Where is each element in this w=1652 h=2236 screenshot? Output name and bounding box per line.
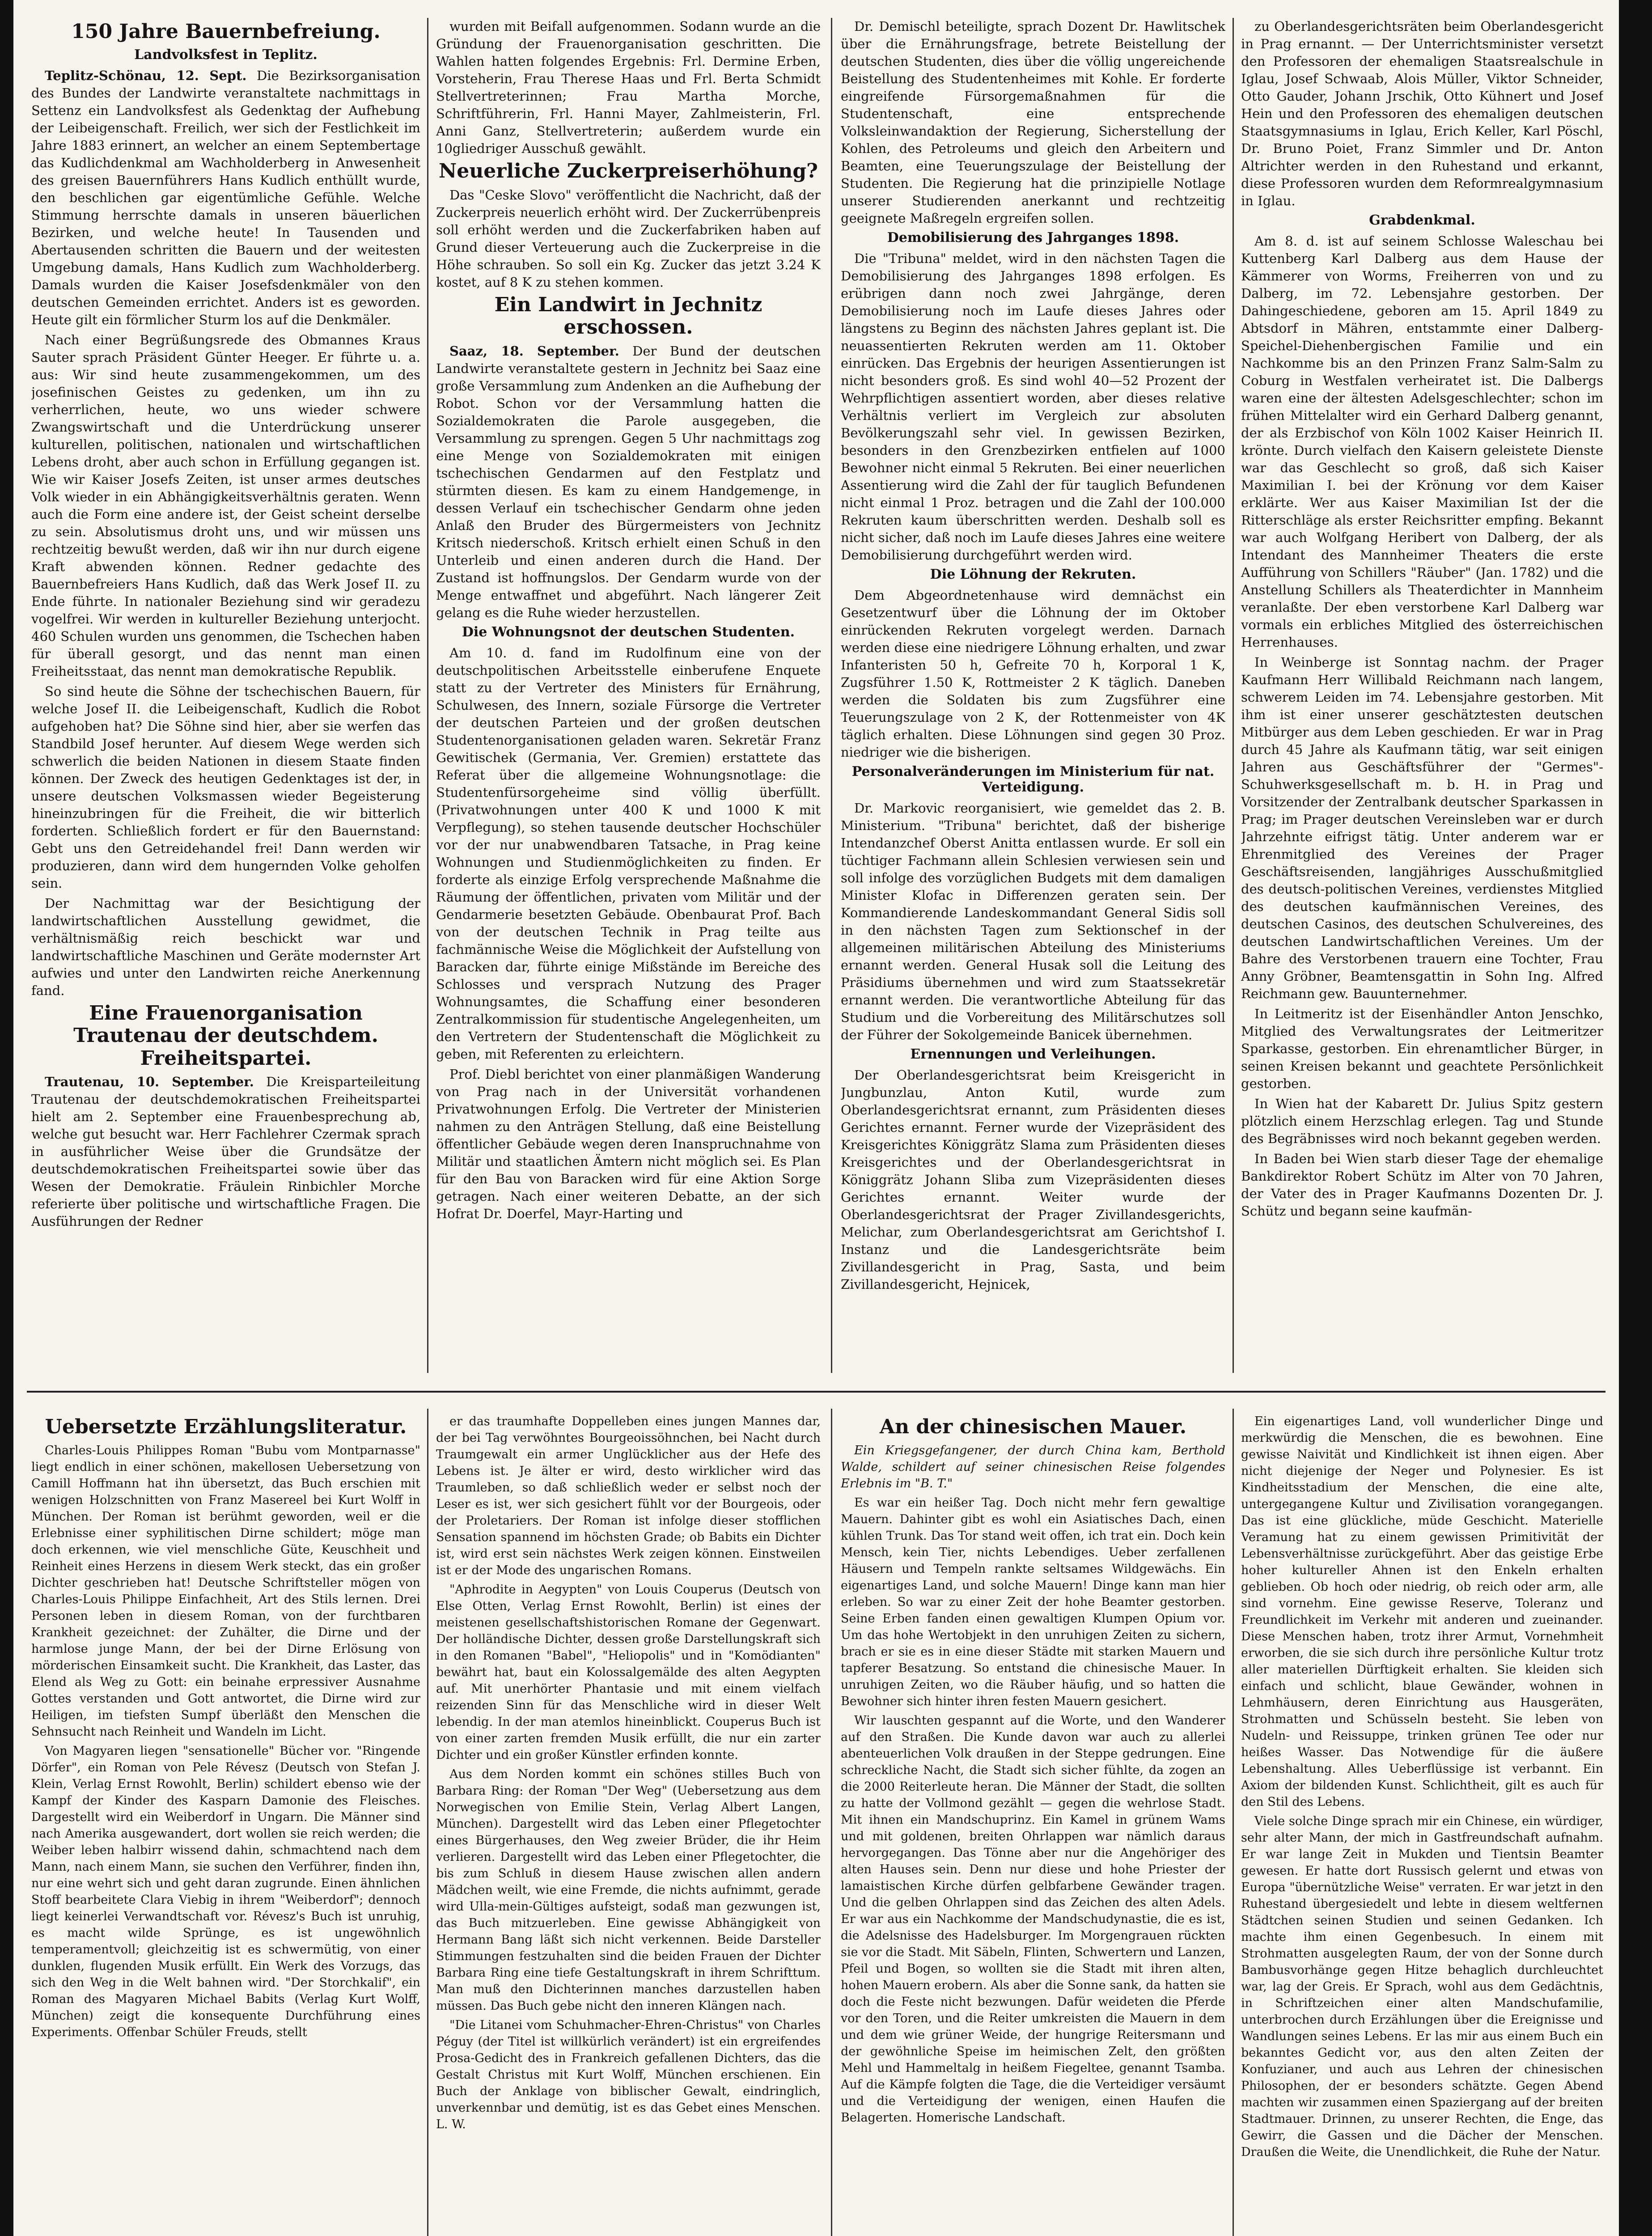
paragraph-text: In Wien hat der Kabarett Dr. Julius Spitz gestern plötzlich einem Herzschlag erlegen. Tag und Stunde des Begräbnisses wird noch bekannt gegeben werden. — [1241, 1096, 1603, 1146]
dateline: Teplitz-Schönau, 12. Sept. — [45, 68, 247, 83]
column-rule — [1233, 18, 1234, 1373]
subhead-landvolksfest: Landvolksfest in Teplitz. — [134, 47, 318, 63]
column-3 — [841, 18, 1225, 1373]
article-intro: Ein Kriegsgefangener, der durch China kam, Berthold Walde, schildert auf seiner chinesischen Reise folgendes Erlebnis im "B. T." — [841, 1443, 1225, 1491]
article-paragraph — [436, 343, 821, 622]
subhead-loehnung: Die Löhnung der Rekruten. — [930, 567, 1136, 582]
paragraph-text: "Die Litanei vom Schuhmacher-Ehren-Christus" von Charles Péguy (der Titel ist willkürlich verändert) ist ein ergreifendes Prosa-Gedicht des in Frankreich gefallenen Dichters, das die Gestalt Christus mit Kurt Wolff, München erschienen. Ein Buch der Anklage von biblischer Gewalt, eindringlich, unverkennbar und demütig, ist es das Gebet eines Menschen. L. W. — [436, 2018, 821, 2131]
subhead-ernennungen: Ernennungen und Verleihungen. — [910, 1046, 1156, 1062]
subhead-grabdenkmal: Grabdenkmal. — [1369, 212, 1475, 228]
headline-frauenorganisation: Eine Frauenorganisation Trautenau der deutschdem. Freiheitspartei. — [73, 1001, 378, 1070]
paragraph-text: Dr. Markovic reorganisiert, wie gemeldet das 2. B. Ministerium. "Tribuna" berichtet, daß der bisherige Intendanzchef Oberst Anitta entlassen wurde. Er soll ein tüchtiger Fachmann allein Schlesien verwiesen sein und soll infolge des vorzüglichen Budgets mit dem damaligen Minister Klofac in Differenzen geraten sein. Der Kommandierende Landeskommandant General Sidis soll in den nächsten Tagen zum Sektionschef in der allgemeinen militärischen Abteilung des Ministeriums ernannt werden. General Husak soll die Leitung des Präsidiums übernehmen und wird zum Staatssekretär ernannt werden. Die verantwortliche Abteilung für das Studium und die Vorbereitung des Militärschutzes soll der Führer der Sokolgemeinde Banicek übernehmen. — [841, 800, 1225, 1042]
feuilleton-column-2 — [436, 1413, 821, 2236]
paragraph-text: Am 8. d. ist auf seinem Schlosse Waleschau bei Kuttenberg Karl Dalberg aus dem Hause der Kämmerer von Worms, Freiherren von und zu Dalberg, im 72. Lebensjahre gestorben. Der Dahingeschiedene, geboren am 15. April 1849 zu Abtsdorf in Mähren, entstammte einer Dalberg-Speichel-Diehenbergischen Familie und ein Nachkomme bis an den Prinzen Franz Salm-Salm zu Coburg in Westfalen verheiratet ist. Die Dalbergs waren eine der ältesten Adelsgeschlechter; schon im frühen Mittelalter wird ein Gerhard Dalberg genannt, der als Erzbischof von Köln 1002 Kaiser Heinrich II. krönte. Durch vielfach den Kaisern geleistete Dienste war das Geschlecht so groß, daß sich Kaiser Maximilian I. bei der Krönung vor dem Kaiser erklärte. Wer aus Kaiser Maximilian Ist der die Ritterschläge als erster Reichsritter empfing. Bekannt war auch Wolfgang Heribert von Dalberg, der als Intendant des Mannheimer Theaters die erste Aufführung von Schillers "Räuber" (Jan. 1782) und die Anstellung Schillers als Theaterdichter in Mannheim veranlaßte. Der eben verstorbene Karl Dalberg war vormals ein erbliches Mitglied des österreichischen Herrenhauses. — [1241, 233, 1603, 650]
column-rule — [831, 1409, 832, 2236]
paragraph-text: Die Kreisparteileitung Trautenau der deutschdemokratischen Freiheitspartei hielt am 2. September eine Frauenbesprechung ab, welche gut besucht war. Herr Fachlehrer Czermak sprach in ausführlicher Weise über die Grundsätze der deutschdemokratischen Freiheitspartei sowie über das Wesen der Demokratie. Fräulein Rinbichler Morche referierte über politische und wirtschaftliche Fragen. Die Ausführungen der Redner — [31, 1074, 420, 1229]
paragraph-text: Aus dem Norden kommt ein schönes stilles Buch von Barbara Ring: der Roman "Der Weg" (Uebersetzung aus dem Norwegischen von Emilie Stein, Verlag Albert Langen, München). Dargestellt wird das Leben einer Pflegetochter eines Bürgerhauses, den Weg zweier Brüder, die ihr Heim verlieren. Dargestellt wird das Leben einer Pflegetochter, die bis zum Schluß in diesem Hause zwischen allen andern Mädchen weilt, wie eine Fremde, die nichts aufnimmt, gerade wird Ulla-mein-Gültiges aufsteigt, sodaß man gezwungen ist, das Buch mitzuerleben. Eine gewisse Abhängigkeit von Hermann Bang läßt sich nicht verkennen. Beide Darsteller Stimmungen festzuhalten sind die beiden Frauen der Dichter Barbara Ring eine tiefe Gestaltungskraft in ihrem Schrifttum. Man muß den Dichterinnen manches darzustellen haben müssen. Das Buch gebe nicht den inneren Klängen nach. — [436, 1767, 821, 2013]
column-rule — [831, 18, 832, 1373]
paragraph-text: zu Oberlandesgerichtsräten beim Oberlandesgericht in Prag ernannt. — Der Unterrichtsminister versetzt den Professoren der ehemaligen Staatsrealschule in Iglau, Josef Schwaab, Alois Müller, Viktor Schneider, Otto Gauder, Johann Jrschik, Otto Kühnert und Josef Hein und den Professoren des ehemaligen deutschen Staatsgymnasiums in Iglau, Erich Keller, Karl Pöschl, Dr. Bruno Poiet, Franz Simmler und Dr. Anton Altrichter werden in den Ruhestand und erkannt, diese Professoren wurden dem Reformrealgymnasium in Iglau. — [1241, 19, 1603, 208]
feuilleton-column-4 — [1241, 1413, 1603, 2236]
paragraph-text: "Aphrodite in Aegypten" von Louis Couperus (Deutsch von Else Otten, Verlag Ernst Rowohlt, Berlin) ist eines der meistenen gesellschaftshistorischen Romane der Gegenwart. Der holländische Dichter, dessen große Darstellungskraft sich in den Romanen "Babel", "Heliopolis" und in "Komödianten" bewährt hat, baut ein Kolossalgemälde des alten Aegypten auf. Mit unerhörter Phantasie und mit einem vielfach reizenden Sinn für das Menschliche wird in dieser Welt lebendig. In der man atemlos hineinblickt. Couperus Buch ist von einer zarten fremden Musik erfüllt, die nur ein zarter Dichter und ein großer Künstler erfinden konnte. — [436, 1583, 821, 1762]
headline-bauernbefreiung: 150 Jahre Bauernbefreiung. — [71, 20, 381, 43]
subhead-personalveraenderungen: Personalveränderungen im Ministerium für nat. Verteidigung. — [851, 764, 1215, 795]
dateline: Saaz, 18. September. — [449, 343, 619, 359]
headline-zuckerpreis: Neuerliche Zuckerpreiserhöhung? — [439, 160, 818, 182]
column-2 — [436, 18, 821, 1373]
headline-chinesische-mauer: An der chinesischen Mauer. — [879, 1415, 1187, 1438]
paragraph-text: Der Nachmittag war der Besichtigung der landwirtschaftlichen Ausstellung gewidmet, die verhältnismäßig reich beschickt war und landwirtschaftliche Maschinen und Geräte modernster Art aufwies und unter den Landwirten reiche Anerkennung fand. — [31, 895, 420, 998]
paragraph-text: Am 10. d. fand im Rudolfinum eine von der deutschpolitischen Arbeitsstelle einberufene Enquete statt zu der Vertreter des Ministers für Ernährung, Schulwesen, des Innern, soziale Fürsorge die Vertreter der deutschen Parteien und der großen deutschen Studentenorganisationen geladen waren. Sekretär Franz Gewitischek (Germania, Ver. Gremien) erstattete das Referat über die allgemeine Wohnungsnotlage: die Studentenfürsorgeheime sind völlig überfüllt. (Privatwohnungen unter 400 K und 1000 K mit Verpflegung), so stehen tausende deutscher Hochschüler vor der nur unabwendbaren Tatsache, in Prag keine Wohnungen und Studienmöglichkeiten zu finden. Er forderte als einzige Erfolg versprechende Maßnahme die Räumung der öffentlichen, privaten vom Militär und der Gendarmerie besetzten Gebäude. Obenbaurat Prof. Bach von der deutschen Technik in Prag teilte aus fachmännische Weise die Möglichkeit der Aufstellung von Baracken dar, führte einige Mißstände im Bereiche des Schlosses und versprach Nutzung des Prager Wohnungsamtes, die Schaffung einer besonderen Zentralkommission für studentische Angelegenheiten, um den Vertretern der Studentenschaft die Möglichkeit zu geben, mit Referenten zu erleichtern. — [436, 645, 821, 1062]
paragraph-text: In Leitmeritz ist der Eisenhändler Anton Jenschko, Mitglied des Verwaltungsrates der Leitmeritzer Sparkasse, gestorben. Ein ehrenamtlicher Bürger, in seinen Kreisen bekannt und geachtete Persönlichkeit gestorben. — [1241, 1006, 1603, 1091]
section-divider — [27, 1391, 1605, 1393]
column-rule — [1233, 1409, 1234, 2236]
headline-landwirt-erschossen: Ein Landwirt in Jechnitz erschossen. — [494, 293, 762, 339]
column-rule — [427, 1409, 428, 2236]
subhead-demobilisierung: Demobilisierung des Jahrganges 1898. — [887, 230, 1179, 246]
paragraph-text: Der Bund der deutschen Landwirte veranstaltete gestern in Jechnitz bei Saaz eine große Versammlung zum Andenken an die Aufhebung der Robot. Schon vor der Versammlung hatten die Sozialdemokraten die Parole ausgegeben, die Versammlung zu sprengen. Gegen 5 Uhr nachmittags zog eine Menge von Sozialdemokraten mit einigen tschechischen Gendarmen auf den Festplatz und stürmten diesen. Es kam zu einem Handgemenge, in dessen Verlauf ein tschechischer Gendarm ohne jeden Anlaß den Bruder des Bürgermeisters von Jechnitz Kritsch niederschoß. Kritsch erhielt einen Schuß in den Unterleib und einen anderen durch die Hand. Der Zustand ist hoffnungslos. Der Gendarm wurde von der Menge entwaffnet und abgeführt. Nach längerer Zeit gelang es die Ruhe wieder herzustellen. — [436, 343, 821, 620]
paragraph-text: Charles-Louis Philippes Roman "Bubu vom Montparnasse" liegt endlich in einer schönen, makellosen Uebersetzung von Camill Hoffmann hat ihn übersetzt, das Buch erschien mit wenigen Holzschnitten von Franz Masereel bei Kurt Wolff in München. Der Roman ist berühmt geworden, weil er die Erlebnisse einer syphilitischen Dirne schildert; möge man doch erkennen, wie viel menschliche Güte, Keuschheit und Reinheit eines Herzens in diesem Werk steckt, das ein großer Dichter geschrieben hat! Deutsche Schriftsteller mögen von Charles-Louis Philippe Einfachheit, Art des Stils lernen. Drei Personen leben in diesem Roman, von der furchtbaren Krankheit gezeichnet: der Zuhälter, die Dirne und der harmlose junge Mann, der bei der Dirne Erlösung von mörderischen Einsamkeit sucht. Die Krankheit, das Laster, das Elend als Weg zu Gott: ein beinahe erpressiver Ausnahme Gottes verstanden und Gott antwortet, die Dirne wird zur Heiligen, im tiefsten Sumpf überläßt den Menschen die Sehnsucht nach Reinheit und Wandeln im Licht. — [31, 1443, 420, 1739]
article-paragraph — [31, 67, 420, 329]
feuilleton-column-3 — [841, 1413, 1225, 2236]
paragraph-text: Dem Abgeordnetenhause wird demnächst ein Gesetzentwurf über die Löhnung der im Oktober einrückenden Rekruten vorgelegt werden. Darnach werden diese eine niedrigere Löhnung erhalten, und zwar Infanteristen 50 h, Gefreite 70 h, Korporal 1 K, Zugsführer 1.50 K, Rottmeister 2 K täglich. Daneben werden die Soldaten bis zum Zugsführer eine Teuerungszulage von 2 K, der Rottenmeister von 4K täglich erhalten. Diese Löhnungen sind gegen 30 Proz. niedriger wie die bisherigen. — [841, 588, 1225, 760]
paragraph-text: So sind heute die Söhne der tschechischen Bauern, für welche Josef II. die Leibeigenschaft, Kudlich die Robot aufgehoben hat? Die Söhne sind hier, aber sie werfen das Standbild Josef herunter. Auf diesem Wege werden sich schwerlich die beiden Nationen in diesem Staate finden können. Der Zweck des heutigen Gedenktages ist der, in unsere deutschen Volksmassen wieder Begeisterung hineinzubringen für die Freiheit, die wir bitterlich forderten. Schließlich fordert er für den Bauernstand: Gebt uns den Getreidehandel frei! Dann werden wir produzieren, dann wird dem hungernden Volke geholfen sein. — [31, 683, 420, 891]
subhead-wohnungsnot: Die Wohnungsnot der deutschen Studenten. — [462, 624, 795, 640]
headline-erzaehlungsliteratur: Uebersetzte Erzählungsliteratur. — [45, 1415, 407, 1438]
column-4 — [1241, 18, 1603, 1373]
paragraph-text: In Weinberge ist Sonntag nachm. der Prager Kaufmann Herr Willibald Reichmann nach langem, schwerem Leiden im 74. Lebensjahre gestorben. Mit ihm ist einer unserer geschätztesten deutschen Mitbürger aus dem Leben geschieden. Er war in Prag durch 45 Jahre als Kaufmann tätig, war seit einigen Jahren aus Geschäftsführer der "Germes"-Schuhwerksgesellschaft m. b. H. in Prag und Vorsitzender der Zentralbank deutscher Sparkassen in Prag; im Prager deutschen Vereinsleben war er durch Jahrzehnte eifrigst tätig. Unter anderem war er Ehrenmitglied des Vereines der Prager Geschäftsreisenden, langjähriges Ausschußmitglied des deutsch-politischen Vereines, verdienstes Mitglied des deutschen kaufmännischen Vereines, des deutschen Casinos, des deutschen Schulvereines, des deutschen Landwirtschaftlichen Vereines. Um der Bahre des Verstorbenen trauern eine Tochter, Frau Anny Gröbner, Beamtensgattin in Sohn Ing. Alfred Reichmann gew. Bauunternehmer. — [1241, 655, 1603, 1001]
column-rule — [427, 18, 428, 1373]
paragraph-text: Es war ein heißer Tag. Doch nicht mehr fern gewaltige Mauern. Dahinter gibt es wohl ein Asiatisches Dach, einen kühlen Trunk. Das Tor stand weit offen, ich trat ein. Doch kein Mensch, kein Tier, nichts Lebendiges. Ueber zerfallenen Häusern und Tempeln rankte seltsames Wildgewächs. Ein eigenartiges Land, und solche Mauern! Dinge kann man hier erleben. So war zu einer Zeit der hohe Beamter gestorben. Seine Erben fanden einen gewaltigen Klumpen Opium vor. Um das hohe Wertobjekt in den unruhigen Zeiten zu sichern, brach er sie es in eine dieser Städte mit starken Mauern und tapferer Besatzung. So entstand die chinesische Mauer. In unruhigen Zeiten, wo die Räuber häufig, und so hatten die Bewohner sich hinter ihren festen Mauern gesichert. — [841, 1495, 1225, 1708]
article-paragraph — [31, 1073, 420, 1230]
paragraph-text: Die "Tribuna" meldet, wird in den nächsten Tagen die Demobilisierung des Jahrganges 1898 erfolgen. Es erübrigen dann noch zwei Jahrgänge, deren Demobilisierung noch im Laufe dieses Jahres oder längstens zu Beginn des nächsten Jahres geplant ist. Die neuassentierten Rekruten werden am 11. Oktober einrücken. Das Ergebnis der heurigen Assentierungen ist nicht besonders groß. Es sind wohl 40—52 Prozent der Wehrpflichtigen assentiert worden, aber dieses relative Verhältnis verliert im Vergleich zur absoluten Bevölkerungszahl sehr viel. In gewissen Bezirken, besonders in den Grenzbezirken entfielen auf 1000 Bewohner nicht einmal 5 Rekruten. Bei einer neuerlichen Assentierung wird die Zahl der für tauglich Befundenen nicht einmal 1 Proz. betragen und die Zahl der 100.000 Rekruten kaum überschritten werden. Deshalb soll es nicht sicher, daß noch im Laufe dieses Jahres eine weitere Demobilisierung durchgeführt werden wird. — [841, 251, 1225, 563]
paragraph-text: wurden mit Beifall aufgenommen. Sodann wurde an die Gründung der Frauenorganisation geschritten. Die Wahlen hatten folgendes Ergebnis: Frl. Dermine Erben, Vorsteherin, Frau Therese Haas und Frl. Berta Schmidt Stellvertreterinnen; Frau Martha Morche, Schriftführerin, Frl. Hanni Mayer, Zahlmeisterin, Frl. Anni Ganz, Stellvertreterin; außerdem wurde ein 10gliedriger Ausschuß gewählt. — [436, 19, 821, 156]
paragraph-text: In Baden bei Wien starb dieser Tage der ehemalige Bankdirektor Robert Schütz im Alter von 70 Jahren, der Vater des in Prager Kaufmanns Dozenten Dr. J. Schütz und begann seine kaufmän- — [1241, 1151, 1603, 1219]
column-1 — [31, 18, 420, 1373]
paragraph-text: Ein eigenartiges Land, voll wunderlicher Dinge und merkwürdig die Menschen, die es bewohnen. Eine gewisse Naivität und Kindlichkeit ist ihnen eigen. Aber nicht diejenige der Neger und Polynesier. Es ist Kindheitsstadium der Menschen, die eine alte, untergegangene Kultur und Zivilisation vorangegangen. Das ist eine glückliche, müde Geschicht. Materielle Veramung hat zu einem gewissen Primitivität der Lebensverhältnisse zurückgeführt. Aber das geistige Erbe hoher kultureller Ahnen ist den Enkeln erhalten geblieben. Ob hoch oder niedrig, ob reich oder arm, alle sind vornehm. Eine gewisse Reserve, Toleranz und Freundlichkeit im Verkehr mit anderen und zueinander. Diese Menschen haben, trotz ihrer Armut, Vornehmheit erworben, die sie sich durch ihre persönliche Kultur trotz aller materiellen Dürftigkeit erhalten. Sie kleiden sich einfach und schlicht, blaue Gewänder, wohnen in Lehmhäusern, deren Einrichtung aus Hausgeräten, Strohmatten und Schüsseln besteht. Sie leben von Nudeln- und Reissuppe, trinken grünen Tee oder nur heißes Wasser. Das Notwendige für die äußere Lebenshaltung. Alles Ueberflüssige ist verbannt. Ein Axiom der bildenden Kunst. Schlichtheit, gilt es auch für den Stil des Lebens. — [1241, 1414, 1603, 1809]
paragraph-text: Die Bezirksorganisation des Bundes der Landwirte veranstaltete nachmittags in Settenz ein Landvolksfest als Gedenktag der Aufhebung der Leibeigenschaft. Freilich, wer sich der Festlichkeit im Jahre 1883 erinnert, an welcher an einem Septembertage das Kudlichdenkmal am Wachholderberg in Anwesenheit des greisen Bauernführers Hans Kudlich enthüllt wurde, den beschlichen gar eigentümliche Gefühle. Welche Stimmung herrschte damals in unseren bäuerlichen Bezirken, und welche heute! In Tausenden und Abertausenden schritten die Bauern und der weitesten Umgebung damals, Hans Kudlich zum Wachholderberg. Damals wurden die Kaiser Josefsdenkmäler von den deutschen Gemeinden errichtet. Anders ist es geworden. Heute gilt ein förmlicher Sturm los auf die Denkmäler. — [31, 68, 420, 327]
newspaper-page — [13, 0, 1619, 2236]
paragraph-text: Von Magyaren liegen "sensationelle" Bücher vor. "Ringende Dörfer", ein Roman von Pele Révesz (Deutsch von Stefan J. Klein, Verlag Ernst Rowohlt, Berlin) schildert ebenso wie der Kampf der Kinder des Kasparn Damonie des Fleisches. Dargestellt wird ein Weiberdorf in Ungarn. Die Männer sind nach Amerika ausgewandert, dort wollen sie reich werden; die Weiber leben halbirr wissend dahin, schmachtend nach dem Mann, nach einem Mann, sie suchen den Verführer, finden ihn, nur eine wehrt sich und geht daran zugrunde. Einen ähnlichen Stoff bearbeitete Clara Viebig in ihrem "Weiberdorf"; dennoch liegt keinerlei Verwandtschaft vor. Révesz's Buch ist unruhig, es macht wilde Sprünge, es ist ungewöhnlich temperamentvoll; gleichzeitig ist es schwermütig, von einer dunklen, flugenden Musik erfüllt. Ein Werk des Vorzugs, das sich den Weg in die Welt bahnen wird. "Der Storchkalif", ein Roman des Magyaren Michael Babits (Verlag Kurt Wolff, München) zeigt die konsequente Durchführung eines Experiments. Offenbar Schüler Freuds, stellt — [31, 1744, 420, 2039]
paragraph-text: Das "Ceske Slovo" veröffentlicht die Nachricht, daß der Zuckerpreis neuerlich erhöht wird. Der Zuckerrübenpreis soll erhöht werden und die Zuckerfabriken haben auf Grund dieser Verteuerung auch die Zuckerpreise in die Höhe schrauben. So soll ein Kg. Zucker das jetzt 3.24 K kostet, auf 8 K zu stehen kommen. — [436, 187, 821, 290]
paragraph-text: Prof. Diebl berichtet von einer planmäßigen Wanderung von Prag nach in der Universität vorhandenen Privatwohnungen Erfolg. Die Vertreter der Ministerien nahmen zu den Anträgen Stellung, daß eine Beistellung öffentlicher Gebäude wegen deren Inanspruchnahme von Militär und staatlichen Ämtern nicht möglich sei. Es Plan für den Bau von Baracken wird für eine Aktion Sorge getragen. Nach einer weiteren Debatte, an der sich Hofrat Dr. Doerfel, Mayr-Harting und — [436, 1066, 821, 1221]
dateline: Trautenau, 10. September. — [45, 1074, 254, 1090]
paragraph-text: er das traumhafte Doppelleben eines jungen Mannes dar, der bei Tag verwöhntes Bourgeoissöhnchen, bei Nacht durch Traumgewalt ein armer Unglücklicher aus der Hefe des Lebens ist. Je älter er wird, desto wirklicher wird das Traumleben, so daß schließlich weder er selbst noch der Leser es ist, wer sich gesichert fühlt vor der Bourgeois, oder der Proletariers. Der Roman ist infolge dieser stofflichen Sensation spannend im höchsten Grade; ob Babits ein Dichter ist, wird erst sein nächstes Werk zeigen können. Einstweilen ist er der Mode des ungarischen Romans. — [436, 1414, 821, 1577]
paragraph-text: Nach einer Begrüßungsrede des Obmannes Kraus Sauter sprach Präsident Günter Heeger. Er führte u. a. aus: Wir sind heute zusammengekommen, um des josefinischen Geistes zu gedenken, um ihn zu verherrlichen, heute, wo uns wieder schwere Zwangswirtschaft und die Unterdrückung unserer kulturellen, politischen, nationalen und wirtschaftlichen Lebens droht, aber auch schon in Erfüllung gegangen ist. Wie wir Kaiser Josefs Zeiten, ist unser armes deutsches Volk wieder in ein Abhängigkeitsverhältnis geraten. Wenn auch die Form eine andere ist, der Geist scheint derselbe zu sein. Absolutismus droht uns, und wir müssen uns rechtzeitig bewußt werden, daß wir ihn nur durch eigene Kraft abwenden können. Redner gedachte des Bauernbefreiers Hans Kudlich, daß das Werk Josef II. zu Ende führte. In nationaler Beziehung sind wir geradezu vogelfrei. Wir werden in kultureller Beziehung unterjocht. 460 Schulen wurden uns genommen, die Tschechen haben für überall gesorgt, und das nennt man einen Freiheitsstaat, das nennt man demokratische Republik. — [31, 332, 420, 679]
feuilleton-column-1 — [31, 1413, 420, 2236]
paragraph-text: Wir lauschten gespannt auf die Worte, und den Wanderer auf den Straßen. Die Kunde davon war auch zu allerlei abenteuerlichen Volk draußen in der Steppe gedrungen. Eine schreckliche Nacht, die Stadt sich sicher fühlte, da zogen an die 2000 Reiterleute heran. Die Männer der Stadt, die sollten zu hatte der Vollmond gezählt — gegen die wehrlose Stadt. Mit ihnen ein Mandschuprinz. Ein Kamel in grünem Wams und mit goldenen, breiten Ohrlappen war nämlich daraus hervorgegangen. Das Tönne aber nur die Angehöriger des alten Hauses sein. Denn nur diese und hohe Priester der lamaistischen Kirche dürfen gelbfarbene Gewänder tragen. Und die gelben Ohrlappen sind das Zeichen des alten Adels. Er war aus ein Nachkomme der Mandschudynastie, die es ist, die Adelsnisse des Hadelsburger. Im Morgengrauen rückten sie vor die Stadt. Mit Säbeln, Flinten, Schwertern und Lanzen, Pfeil und Bogen, so wollten sie die Stadt mit ihren alten, hohen Mauern erobern. Als aber die Sonne sank, da hatten sie doch die Feste nicht bezwungen. Dafür weideten die Pferde vor den Toren, und die Reiter umkreisten die Mauern in dem und dem wie grüner Weide, der hungrige Reitersmann und der gewöhnliche Speise im heimischen Zelt, den größten Mehl und Hammeltalg in heißem Fiegeltee, genannt Tsamba. Auf die Kämpfe folgten die Tage, die die Verteidiger versäumt und die Verteidigung der wenigen, einen Haufen die Belagerten. Homerische Landschaft. — [841, 1713, 1225, 2125]
paragraph-text: Viele solche Dinge sprach mir ein Chinese, ein würdiger, sehr alter Mann, der mich in Gastfreundschaft aufnahm. Er war lange Zeit in Mukden und Tientsin Beamter gewesen. Er hatte dort Russisch gelernt und etwas von Europa "übernützliche Weise" verraten. Er war jetzt in den Ruhestand übergesiedelt und lebte in diesem weltfernen Städtchen seinen Studien und seinen Gedanken. Ich machte ihm einen Gegenbesuch. In einem mit Strohmatten ausgelegten Raum, der von der Sonne durch Bambusvorhänge gegen Hitze behaglich durchleuchtet war, lag der Greis. Er Sprach, wohl aus dem Gedächtnis, in Schriftzeichen einer alten Mandschufamilie, unterbrochen durch Erzählungen über die Ereignisse und Wandlungen seines Lebens. Er las mir aus einem Buch ein bekanntes Gedicht vor, aus den alten Zeiten der Konfuzianer, und auch aus Lehren der chinesischen Philosophen, der er besonders schätzte. Gegen Abend machten wir zusammen einen Spaziergang auf der breiten Stadtmauer. Drinnen, zu unserer Rechten, die Enge, das Gewirr, die Gassen und die Dächer der Menschen. Draußen die Weite, die Unendlichkeit, die Ruhe der Natur. — [1241, 1814, 1603, 2159]
paragraph-text: Der Oberlandesgerichtsrat beim Kreisgericht in Jungbunzlau, Anton Kutil, wurde zum Oberlandesgerichtsrat ernannt, zum Präsidenten dieses Gerichtes ernannt. Ferner wurde der Vizepräsident des Kreisgerichtes Königgrätz Slama zum Präsidenten dieses Kreisgerichtes und der Oberlandesgerichtsrat in Königgrätz Johann Sliba zum Vizepräsidenten dieses Gerichtes ernannt. Weiter wurde der Oberlandesgerichtsrat der Prager Zivillandesgerichts, Melichar, zum Oberlandesgerichtsrat am Gerichtshof I. Instanz und die Landesgerichtsräte beim Zivillandesgericht in Prag, Sasta, und beim Zivillandesgericht, Hejnicek, — [841, 1067, 1225, 1292]
paragraph-text: Dr. Demischl beteiligte, sprach Dozent Dr. Hawlitschek über die Ernährungsfrage, betrete Beistellung der deutschen Studenten, dies über die völlig ungereichende Beistellung des Studentenheimes mit Kohle. Er forderte eingreifende Fürsorgemaßnahmen für die Studentenschaft, eine entsprechende Volksleinwandaktion der Regierung, Sicherstellung der Kohlen, des Petroleums und gleich den Arbeitern und Beamten, eine Teuerungszulage der Beistellung der Studenten. Die Regierung hat die prinzipielle Notlage unserer Studierenden anerkannt und rechtzeitig geeignete Maßregeln ergreifen sollen. — [841, 19, 1225, 226]
